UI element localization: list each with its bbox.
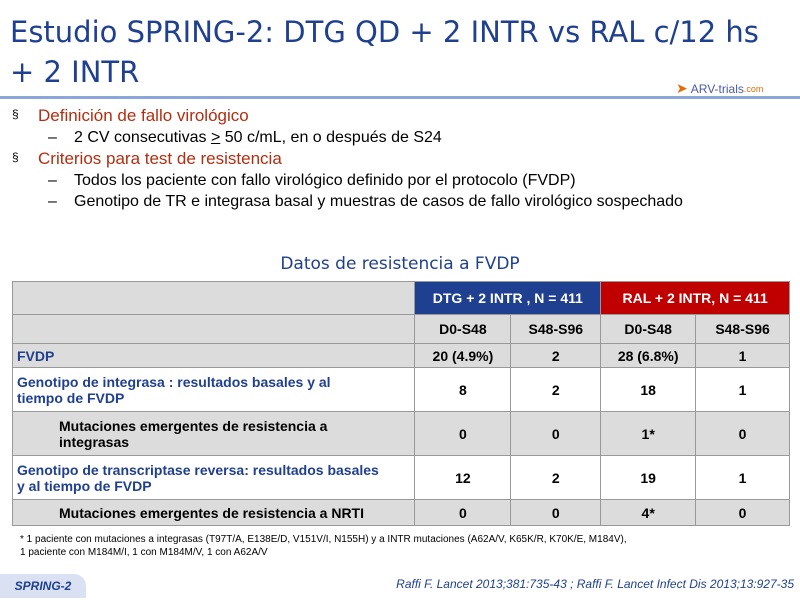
title-divider [0,96,800,99]
bullet-item [12,149,792,169]
bullet-item [12,106,792,126]
table-cell: 0 [511,500,601,526]
header-blank-cell [13,315,415,344]
table-title: Datos de resistencia a FVDP [280,254,520,274]
sub-header-row [13,315,790,344]
table-cell: 2 [511,456,601,500]
table-row [13,344,790,368]
row-label: Mutaciones emergentes de resistencia a integrasas [13,412,415,456]
sub-bullet-text: Todos los paciente con fallo virológico definido por el protocolo (FVDP) [74,172,576,189]
logo-arrows-icon: ➤ [676,80,688,96]
table-row [13,456,790,500]
row-label: Genotipo de transcriptase reversa: resultados basales y al tiempo de FVDP [13,456,415,500]
table-row [13,412,790,456]
table-cell: 19 [601,456,696,500]
table-cell: 1 [696,368,790,412]
bullet-text: Definición de fallo virológico [38,106,249,125]
sub-bullet-text: Genotipo de TR e integrasa basal y muestras de casos de fallo virológico sospechado [74,193,683,210]
row-label: Mutaciones emergentes de resistencia a NRTI [13,500,415,526]
citation: Raffi F. Lancet 2013;381:735-43 ; Raffi F. Lancet Infect Dis 2013;13:927-35 [396,577,794,591]
table-row [13,500,790,526]
table-cell: 28 (6.8%) [601,344,696,368]
table-row [13,368,790,412]
table-cell: 12 [415,456,511,500]
table-cell: 0 [415,500,511,526]
table-cell: 18 [601,368,696,412]
header-blank-cell [13,282,415,315]
sub-bullet-item [12,192,792,212]
col-header: D0-S48 [415,315,511,344]
logo-text: ARV-trials [690,81,744,96]
group-header-row [13,282,790,315]
bullet-marker-icon: § [12,150,19,164]
table-cell: 0 [511,412,601,456]
dash-marker: – [48,129,57,146]
table-cell: 1 [696,456,790,500]
bullet-marker-icon: § [12,107,19,121]
col-header: S48-S96 [511,315,601,344]
table-cell: 0 [696,500,790,526]
table-cell: 1 [696,344,790,368]
slide-title: Estudio SPRING-2: DTG QD + 2 INTR vs RAL c/12 hs + 2 INTR [10,15,759,89]
table-cell: 1* [601,412,696,456]
sub-bullet-item [12,171,792,191]
study-badge: SPRING-2 [0,574,86,598]
table-cell: 2 [511,344,601,368]
table-cell: 4* [601,500,696,526]
resistance-table [12,281,790,526]
footnote [20,533,790,559]
table-cell: 0 [415,412,511,456]
bullet-text: Criterios para test de resistencia [38,149,282,168]
footnote-line: 1 paciente con M184M/I, 1 con M184M/V, 1 con A62A/V [20,547,268,558]
sub-bullet-item [12,128,792,148]
dash-marker: – [48,172,57,189]
table-cell: 0 [696,412,790,456]
footnote-line: * 1 paciente con mutaciones a integrasas (T97T/A, E138E/D, V151V/I, N155H) y a INTR mutaciones (A62A/V, K65K/R, K70K/E, M184V), [20,534,627,545]
dash-marker: – [48,193,57,210]
col-header: D0-S48 [601,315,696,344]
ral-group-header: RAL + 2 INTR, N = 411 [601,282,790,315]
row-label: Genotipo de integrasa : resultados basales y al tiempo de FVDP [13,368,415,412]
sub-bullet-underlined: > [210,129,221,146]
sub-bullet-text-post: 50 c/mL, en o después de S24 [220,129,442,146]
bullet-list [12,106,792,213]
col-header: S48-S96 [696,315,790,344]
table-cell: 20 (4.9%) [415,344,511,368]
table-cell: 8 [415,368,511,412]
dtg-group-header: DTG + 2 INTR , N = 411 [415,282,601,315]
sub-bullet-text-pre: 2 CV consecutivas [74,129,211,146]
row-label: FVDP [13,344,415,368]
logo-suffix: .com [743,83,764,94]
arv-trials-logo [676,80,763,97]
table-cell: 2 [511,368,601,412]
